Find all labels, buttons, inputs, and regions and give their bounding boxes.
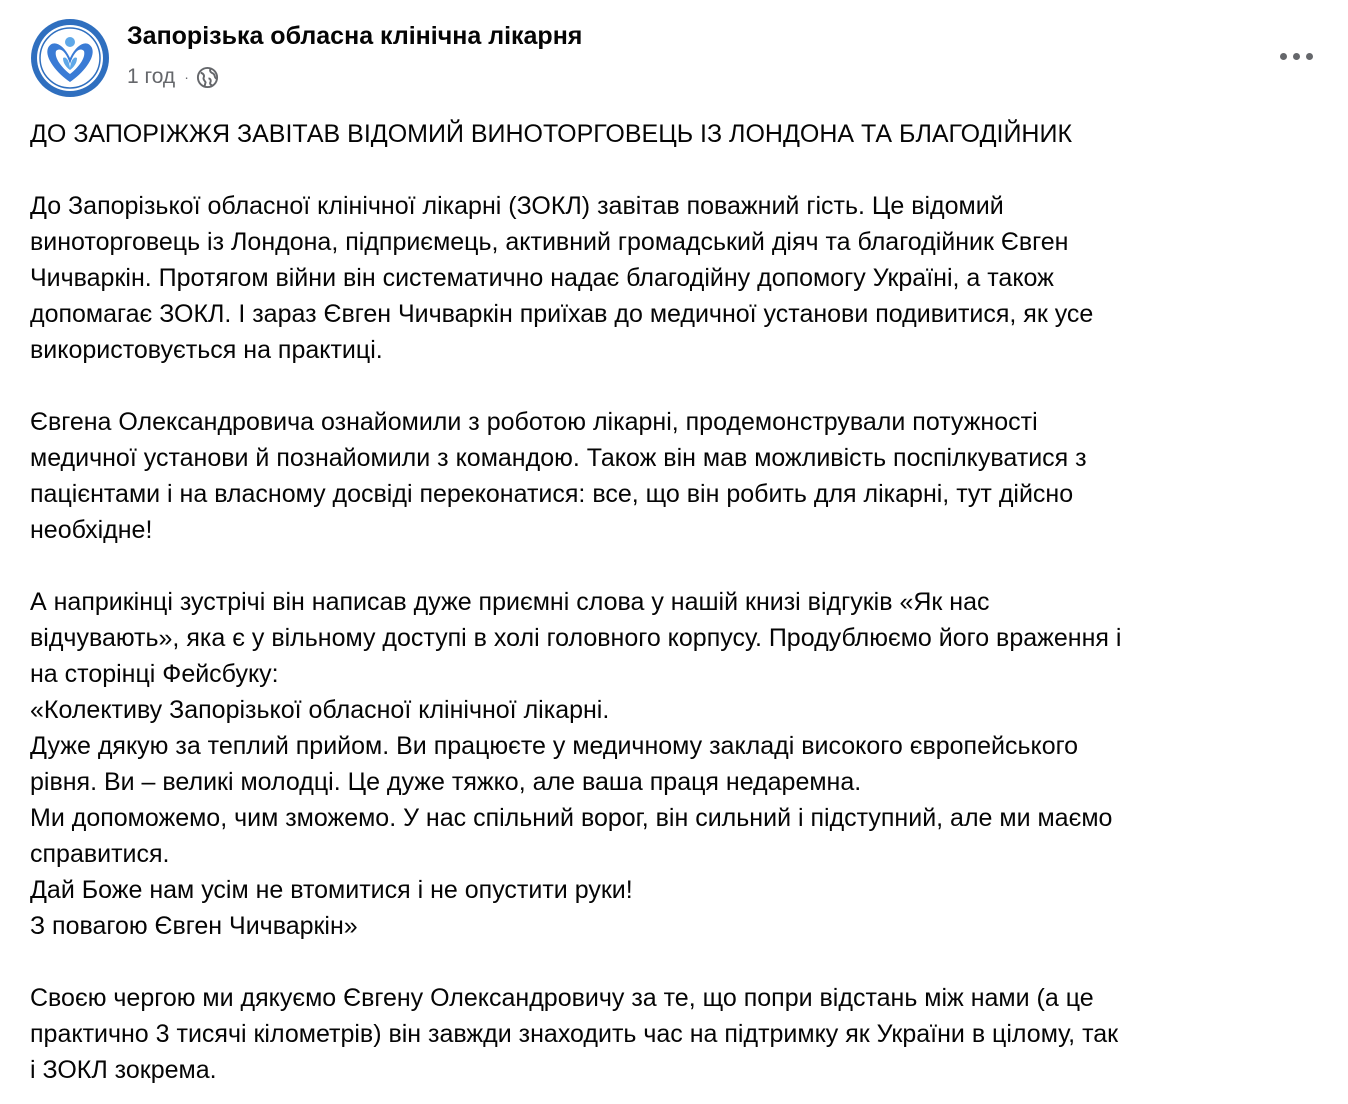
paragraph-gap <box>30 152 1330 188</box>
text-line: на сторінці Фейсбуку: <box>30 660 279 688</box>
text-line: З повагою Євген Чичваркін» <box>30 912 358 940</box>
hospital-logo-icon <box>30 18 110 98</box>
text-line: допомагає ЗОКЛ. І зараз Євген Чичваркін приїхав до медичної установи подивитися, як усе <box>30 300 1094 328</box>
paragraph-gap <box>30 944 1330 980</box>
post-header <box>30 18 1318 100</box>
post-body <box>30 116 1330 1088</box>
text-line: Чичваркін. Протягом війни він систематично надає благодійну допомогу Україні, а також <box>30 264 1054 292</box>
paragraph-gap <box>30 548 1330 584</box>
more-options-button[interactable] <box>1274 40 1318 72</box>
page-name-link[interactable]: Запорізька обласна клінічна лікарня <box>127 22 583 50</box>
page-avatar[interactable] <box>30 18 110 98</box>
text-line: Євгена Олександровича ознайомили з роботою лікарні, продемонстрували потужності <box>30 408 1038 436</box>
text-line: Ми допоможемо, чим зможемо. У нас спільний ворог, він сильний і підступний, але ми маємо <box>30 804 1113 832</box>
globe-icon[interactable] <box>196 66 219 89</box>
text-line: рівня. Ви – великі молодці. Це дуже тяжко, але ваша праця недаремна. <box>30 768 862 796</box>
post-meta <box>127 62 219 92</box>
text-line: Дуже дякую за теплий прийом. Ви працюєте у медичному закладі високого європейського <box>30 732 1079 760</box>
more-dots-icon <box>1280 53 1287 60</box>
text-line: медичної установи й познайомили з командою. Також він мав можливість поспілкуватися з <box>30 444 1087 472</box>
text-line: справитися. <box>30 840 170 868</box>
text-line: пацієнтами і на власному досвіді переконатися: все, що він робить для лікарні, тут дійсно <box>30 480 1074 508</box>
text-line: А наприкінці зустрічі він написав дуже приємні слова у нашій книзі відгуків «Як нас <box>30 588 990 616</box>
text-line: Своєю чергою ми дякуємо Євгену Олександровичу за те, що попри відстань між нами (а це <box>30 984 1094 1012</box>
text-line: До Запорізької обласної клінічної лікарні (ЗОКЛ) завітав поважний гість. Це відомий <box>30 192 1004 220</box>
post-timestamp[interactable]: 1 год <box>127 65 176 88</box>
meta-separator: · <box>184 69 189 85</box>
paragraph-gap <box>30 368 1330 404</box>
text-line: і ЗОКЛ зокрема. <box>30 1056 217 1084</box>
post-heading: ДО ЗАПОРІЖЖЯ ЗАВІТАВ ВІДОМИЙ ВИНОТОРГОВЕЦЬ ІЗ ЛОНДОНА ТА БЛАГОДІЙНИК <box>30 120 1073 148</box>
text-line: відчувають», яка є у вільному доступі в холі головного корпусу. Продублюємо його враження і <box>30 624 1122 652</box>
text-line: Дай Боже нам усім не втомитися і не опустити руки! <box>30 876 633 904</box>
text-line: «Колективу Запорізької обласної клінічної лікарні. <box>30 696 610 724</box>
text-line: використовується на практиці. <box>30 336 383 364</box>
text-line: виноторговець із Лондона, підприємець, активний громадський діяч та благодійник Євген <box>30 228 1069 256</box>
text-line: необхідне! <box>30 516 153 544</box>
text-line: практично 3 тисячі кілометрів) він завжди знаходить час на підтримку як України в цілому, так <box>30 1020 1119 1048</box>
